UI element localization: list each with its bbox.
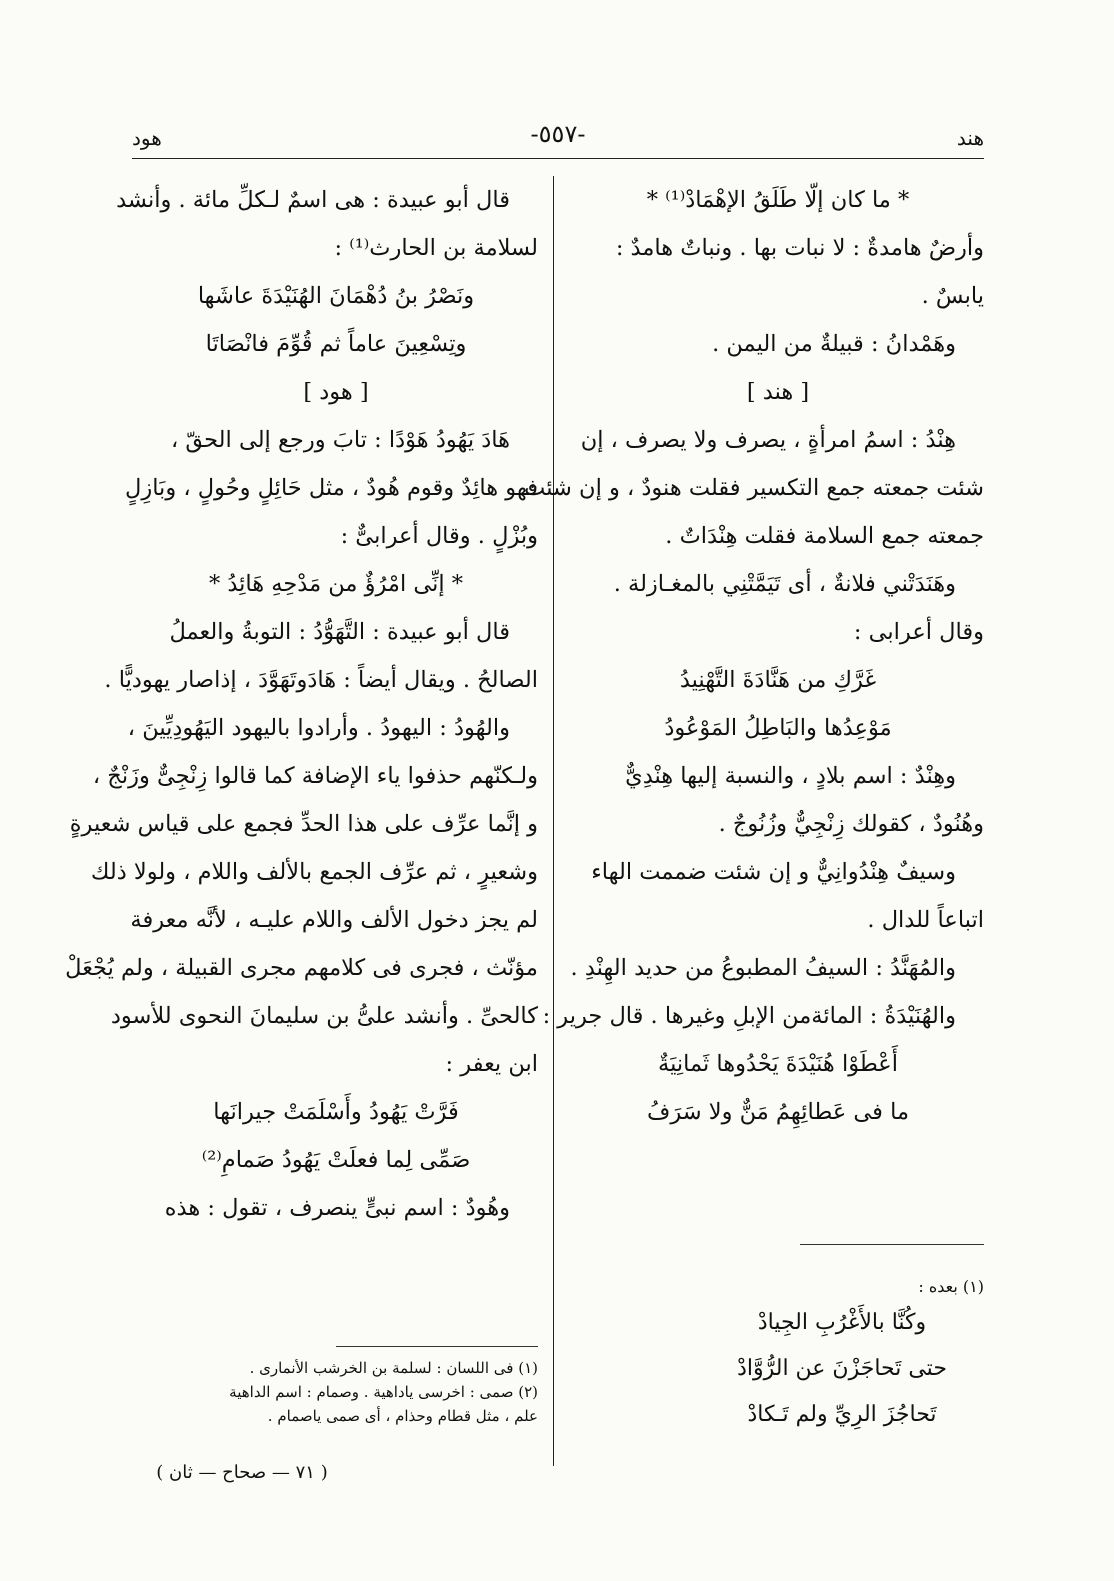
text-line: و إنَّما عرِّف على هذا الحدِّ فجمع على قياس شعيرةٍ	[69, 811, 538, 837]
footnote-poem-line: تَحاجُزَ الرِيِّ ولم تَـكادْ	[747, 1402, 937, 1427]
right-footnotes	[600, 1274, 984, 1438]
text-line: وأرضٌ هامدةٌ : لا نبات بها . ونباتٌ هامدٌ :	[615, 235, 984, 261]
text-line: قال أبو عبيدة : التَّهَوُّدُ : التوبةُ والعملُ	[169, 619, 510, 645]
text-line: [ هود ]	[303, 379, 369, 405]
left-column	[65, 176, 538, 1232]
footnote-poem-line: وكُنَّا بالأَغْرُبِ الجِيادْ	[757, 1310, 927, 1335]
right-footnote-rule	[800, 1244, 984, 1245]
text-line: ابن يعفر :	[445, 1051, 538, 1077]
text-line: ما فى عَطائِهِمُ مَنٌّ ولا سَرَفُ	[647, 1099, 909, 1125]
text-line: وهَمْدانُ : قبيلةٌ من اليمن .	[712, 331, 956, 357]
text-line: قال أبو عبيدة : هى اسمٌ لـكلِّ مائة . وأنشد	[116, 187, 510, 213]
text-line: غَرَّكِ من هَنَّادَةَ التَّهْنِيدُ	[679, 667, 877, 693]
header-rule	[132, 158, 984, 159]
text-line: مَوْعِدُها والبَاطِلُ المَوْعُودُ	[664, 715, 892, 741]
text-line: وهُنُودٌ ، كقولك زِنْجِيٌّ وزُنُوجٌ .	[718, 811, 984, 837]
text-line: ولـكنّهم حذفوا ياء الإضافة كما قالوا زِنْجِىٌّ وزَنْجٌ ،	[92, 763, 538, 789]
text-line: كالحىِّ . وأنشد علىُّ بن سليمانَ النحوى للأسود	[110, 1003, 538, 1029]
left-footnotes	[134, 1356, 538, 1428]
footnote-poem-line: حتى تَحاجَزْنَ عن الرُّوَّادْ	[737, 1356, 947, 1381]
text-line: مؤنّث ، فجرى فى كلامهم مجرى القبيلة ، ولم يُجْعَلْ	[65, 955, 538, 981]
signature-mark: ( ٧١ — صحاح — ثان )	[156, 1462, 328, 1483]
header-root-word: هند	[956, 126, 984, 150]
text-line: وشعيرٍ ، ثم عرِّف الجمع بالألف واللام ، ولولا ذلك	[90, 859, 538, 885]
text-line: والمُهَنَّدُ : السيفُ المطبوعُ من حديد الهِنْدِ .	[570, 955, 956, 981]
text-line: لسلامة بن الحارث⁽¹⁾ :	[334, 235, 538, 261]
text-line: صَمِّى لِما فعلَتْ يَهُودُ صَمامِ⁽²⁾	[201, 1147, 471, 1173]
text-line: شئت جمعته جمع التكسير فقلت هنودٌ ، و إن شئت	[524, 475, 984, 501]
left-footnote-rule	[336, 1346, 538, 1347]
text-line: أَعْطَوْا هُنَيْدَةَ يَحْدُوها ثَمانِيَةٌ	[658, 1051, 898, 1077]
right-column	[524, 176, 984, 1136]
text-line: الصالحُ . ويقال أيضاً : هَادَوتَهَوَّدَ ، إذاصار يهوديًّا .	[104, 667, 538, 693]
text-line: جمعته جمع السلامة فقلت هِنْدَاتٌ .	[665, 523, 984, 549]
footnote-line: (١) فى اللسان : لسلمة بن الخرشب الأنمارى .	[249, 1359, 538, 1377]
text-line: هِنْدُ : اسمُ امرأةٍ ، يصرف ولا يصرف ، إن	[580, 427, 956, 453]
page-header	[132, 118, 984, 158]
text-line: هَادَ يَهُودُ هَوْدًا : تابَ ورجع إلى الحقّ ،	[170, 427, 510, 453]
text-line: فهو هائِدٌ وقوم هُودٌ ، مثل حَائِلٍ وحُولٍ ، وبَازِلٍ	[124, 475, 538, 501]
page-number: -٥٥٧-	[530, 120, 586, 148]
text-line: وسيفٌ هِنْدُوانِيٌّ و إن شئت ضممت الهاء	[591, 859, 956, 885]
text-line: * ما كان إلّا طَلَقُ الإهْمَادْ⁽¹⁾ *	[646, 187, 910, 213]
text-line: * إنِّى امْرُؤٌ من مَدْحِهِ هَائِدُ *	[208, 571, 464, 597]
text-line: والهُنَيْدَةُ : المائةمن الإبلِ وغيرها . قال جرير :	[542, 1003, 956, 1029]
text-line: لم يجز دخول الألف واللام عليـه ، لأنَّه معرفة	[130, 907, 538, 933]
header-last-root-word: هود	[132, 126, 162, 150]
text-line: وهُودٌ : اسم نبىٍّ ينصرف ، تقول : هذه	[164, 1195, 510, 1221]
text-line: اتباعاً للدال .	[867, 907, 984, 933]
text-line: يابسٌ .	[921, 283, 984, 309]
text-line: فَرَّتْ يَهُودُ وأَسْلَمَتْ جيرانَها	[213, 1099, 459, 1125]
footnote-poem	[600, 1300, 984, 1438]
text-line: وهَنَدَتْني فلانةٌ ، أى تَيَمَّتْنِي بالمغـازلة .	[613, 571, 956, 597]
text-line: وقال أعرابى :	[853, 619, 984, 645]
text-line: وتِسْعِينَ عاماً ثم قُوِّمَ فانْصَاتَا	[205, 331, 467, 357]
text-line: ونَصْرُ بنُ دُهْمَانَ الهُنَيْدَةَ عاشَها	[197, 283, 475, 309]
text-line: [ هند ]	[746, 379, 810, 405]
footnote-intro: (١) بعده :	[918, 1277, 984, 1296]
text-line: والهُودُ : اليهودُ . وأرادوا باليهود اليَهُودِيِّينَ ،	[127, 715, 510, 741]
footnote-line: (٢) صمى : اخرسى ياداهية . وصمام : اسم الداهية	[229, 1383, 538, 1401]
column-divider	[553, 176, 554, 1466]
footnote-line: علم ، مثل قطام وحذام ، أى صمى ياصمام .	[267, 1407, 538, 1425]
text-line: وبُزْلٍ . وقال أعرابىٌّ :	[340, 523, 538, 549]
text-line: وهِنْدٌ : اسم بلادٍ ، والنسبة إليها هِنْدِيٌّ	[625, 763, 956, 789]
